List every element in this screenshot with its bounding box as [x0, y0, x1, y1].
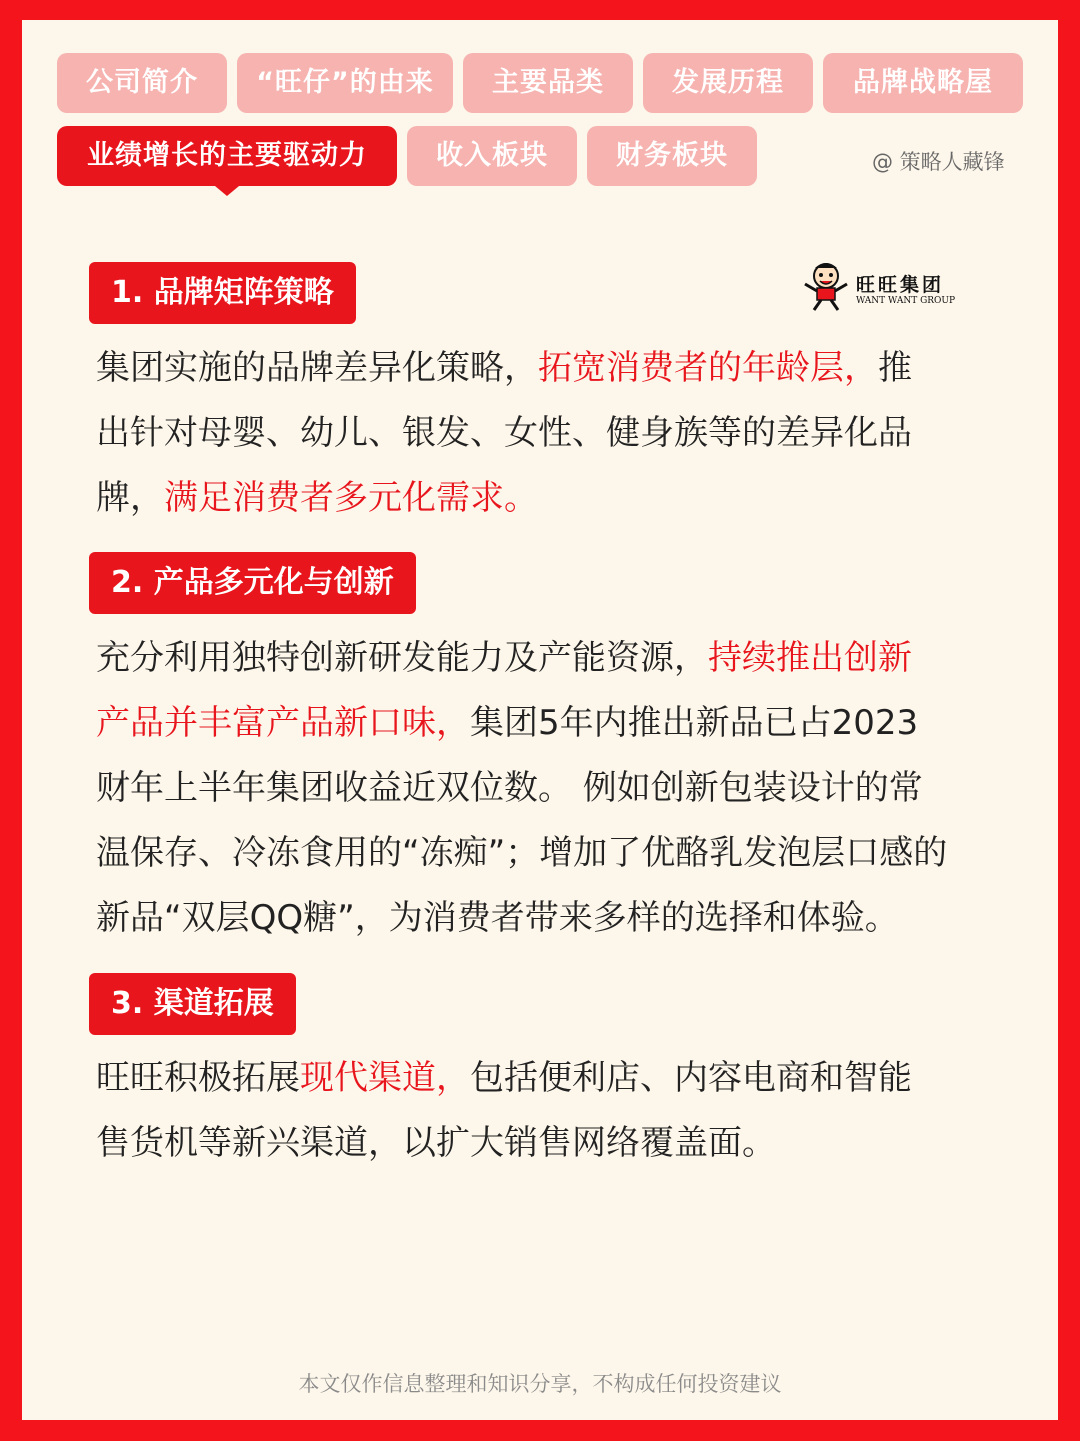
text-line: 新品“双层QQ糖”，为消费者带来多样的选择和体验。	[96, 898, 899, 938]
highlight-text: 拓宽消费者的年龄层，	[538, 348, 878, 388]
section-heading-brand-matrix: 1. 品牌矩阵策略	[89, 262, 356, 324]
author-handle: @ 策略人藏锋	[872, 150, 1005, 174]
tab-finance-segment[interactable]: 财务板块	[587, 126, 757, 186]
tab-brand-strategy[interactable]: 品牌战略屋	[823, 53, 1023, 113]
tab-wangzai-origin[interactable]: “旺仔”的由来	[237, 53, 453, 113]
tab-company-intro[interactable]: 公司简介	[57, 53, 227, 113]
highlight-text: 持续推出创新	[708, 638, 912, 678]
section-heading-channel-expansion: 3. 渠道拓展	[89, 973, 296, 1035]
text-line: 产品并丰富产品新口味，集团5年内推出新品已占2023	[96, 703, 919, 743]
highlight-text: 产品并丰富产品新口味，	[96, 703, 470, 743]
tab-history[interactable]: 发展历程	[643, 53, 813, 113]
text-line: 充分利用独特创新研发能力及产能资源，持续推出创新	[96, 638, 912, 678]
mascot-icon	[800, 260, 852, 312]
section-body-channel-expansion	[96, 1046, 996, 1176]
text-line: 旺旺积极拓展现代渠道，包括便利店、内容电商和智能	[96, 1058, 912, 1098]
highlight-text: 现代渠道，	[300, 1058, 470, 1098]
logo-chinese-text: 旺旺集团	[856, 274, 945, 296]
tab-revenue-segment[interactable]: 收入板块	[407, 126, 577, 186]
disclaimer-footer: 本文仅作信息整理和知识分享，不构成任何投资建议	[298, 1372, 782, 1396]
want-want-logo	[800, 260, 956, 316]
tab-main-categories[interactable]: 主要品类	[463, 53, 633, 113]
text-line: 集团实施的品牌差异化策略，拓宽消费者的年龄层，推	[96, 348, 912, 388]
text-line: 出针对母婴、幼儿、银发、女性、健身族等的差异化品	[96, 413, 912, 453]
section-body-product-innovation	[96, 626, 996, 951]
text-line: 售货机等新兴渠道，以扩大销售网络覆盖面。	[96, 1123, 776, 1163]
highlight-text: 满足消费者多元化需求。	[164, 478, 538, 518]
section-heading-product-innovation: 2. 产品多元化与创新	[89, 552, 416, 614]
logo-english-text: WANT WANT GROUP	[856, 296, 956, 306]
tab-growth-drivers[interactable]: 业绩增长的主要驱动力	[57, 126, 397, 186]
text-line: 牌，满足消费者多元化需求。	[96, 478, 538, 518]
text-line: 财年上半年集团收益近双位数。 例如创新包装设计的常	[96, 768, 923, 808]
text-line: 温保存、冷冻食用的“冻痴”；增加了优酪乳发泡层口感的	[96, 833, 948, 873]
section-body-brand-matrix	[96, 336, 996, 531]
